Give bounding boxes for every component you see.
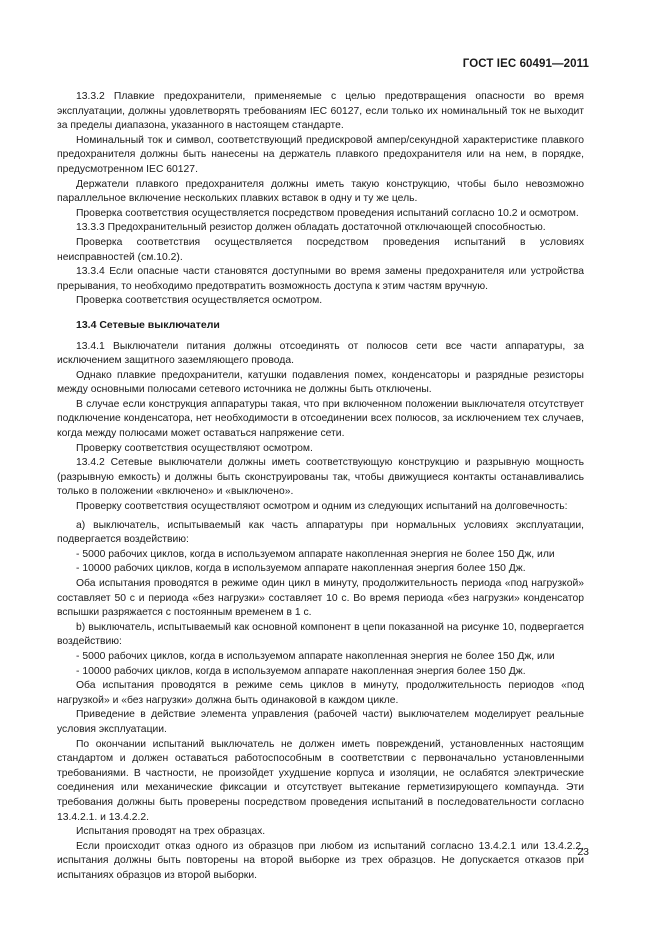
paragraph: Оба испытания проводятся в режиме семь циклов в минуту, продолжительность периодов «под нагрузкой» и «без нагрузки» должна быть одинаковой в каждом цикле. — [57, 680, 584, 706]
paragraph: В случае если конструкция аппаратуры такая, что при включенном положении выключателя отсутствует подключение конденсатора, нет необходимости в отсоединении всех полюсов, за исключением тех случаев, когда между полюсами может оставаться напряжение сети. — [57, 398, 584, 440]
paragraph: Проверка соответствия осуществляется посредством проведения испытаний согласно 10.2 и осмотром. — [76, 207, 579, 219]
paragraph: Номинальный ток и символ, соответствующий предискровой ампер/секундной характеристике плавкого предохранителя должны быть нанесены на держатель плавкого предохранителя или на нем, в порядке, предусмотренном IEC 60127. — [57, 134, 584, 175]
page-number: 23 — [577, 846, 589, 858]
paragraph: Приведение в действие элемента управления (рабочей части) выключателем моделирует реальные условия эксплуатации. — [57, 709, 584, 735]
paragraph: Оба испытания проводятся в режиме один цикл в минуту, продолжительность периода «под нагрузкой» составляет 50 с и периода «без нагрузки» составляет 10 с. Во время периода «без нагрузки» конденсатор вспышки разряжается с постоянным временем в 1 с. — [57, 578, 584, 619]
paragraph-13-3-2: 13.3.2 Плавкие предохранители, применяемые с целью предотвращения опасности во время эксплуатации, должны удовлетворять требованиям IEC 60127, если только их номинальный ток не выходит за пределы диапазона, указанного в настоящем стандарте. — [57, 91, 584, 132]
list-item: - 10000 рабочих циклов, когда в используемом аппарате накопленная энергия более 150 Дж. — [76, 563, 526, 575]
paragraph: Держатели плавкого предохранителя должны иметь такую конструкцию, чтобы было невозможно параллельное включение нескольких плавких вставок в одну и ту же цель. — [57, 178, 584, 205]
paragraph-13-3-4: 13.3.4 Если опасные части становятся доступными во время замены предохранителя или устройства прерывания, то необходимо предотвратить возможность доступа к этим частям вручную. — [57, 266, 584, 292]
list-item: - 10000 рабочих циклов, когда в используемом аппарате накопленная энергия более 150 Дж. — [76, 665, 526, 677]
paragraph-13-3-3: 13.3.3 Предохранительный резистор должен обладать достаточной отключающей способностью. — [76, 222, 546, 234]
document-header: ГОСТ IEC 60491—2011 — [462, 58, 589, 70]
paragraph: Если происходит отказ одного из образцов при любом из испытаний согласно 13.4.2.1 или 13.4.2.2, испытания должны быть повторены на второй выборке из трех образцов. Не допускается отказов при испытаниях образцов из второй выборки. — [57, 840, 584, 881]
page-content — [57, 90, 584, 883]
paragraph-13-4-2: 13.4.2 Сетевые выключатели должны иметь соответствующую конструкцию и разрывную мощность (разрывную емкость) и должны быть сконструированы так, чтобы движущиеся контакты останавливались только в положении «включено» и «выключено». — [57, 457, 584, 498]
list-item: - 5000 рабочих циклов, когда в используемом аппарате накопленная энергия не более 150 Дж, или — [76, 650, 555, 662]
paragraph: Проверку соответствия осуществляют осмотром. — [76, 442, 313, 454]
list-item-a: а) выключатель, испытываемый как часть аппаратуры при нормальных условиях эксплуатации, подвергается воздействию: — [57, 519, 584, 546]
list-item-b: b) выключатель, испытываемый как основной компонент в цепи показанной на рисунке 10, подвергается воздействию: — [57, 621, 584, 648]
paragraph: Испытания проводят на трех образцах. — [76, 826, 266, 838]
paragraph: Проверку соответствия осуществляют осмотром и одним из следующих испытаний на долговечность: — [76, 501, 568, 513]
paragraph: Однако плавкие предохранители, катушки подавления помех, конденсаторы и разрядные резисторы между основными полюсами сетевого источника не должны быть отключены. — [57, 369, 584, 396]
section-heading: 13.4 Сетевые выключатели — [76, 318, 220, 331]
paragraph-13-4-1: 13.4.1 Выключатели питания должны отсоединять от полюсов сети все части аппаратуры, за исключением защитного заземляющего провода. — [57, 340, 584, 367]
list-item: - 5000 рабочих циклов, когда в используемом аппарате накопленная энергия не более 150 Дж, или — [76, 548, 555, 560]
paragraph: Проверка соответствия осуществляется осмотром. — [76, 295, 323, 307]
paragraph: По окончании испытаний выключатель не должен иметь повреждений, установленных настоящим стандартом и должен оставаться работоспособным в соответствии с первоначально установленными требованиями. В частности, не произойдет ухудшение корпуса и изоляции, не ослабятся электрические соединения или механические фиксации и отсутствует вытекание герметизирующего компаунда. Эти требования должны быть проверены посредством проведения испытаний в последовательности согласно 13.4.2.1. и 13.4.2.2. — [57, 738, 584, 823]
paragraph: Проверка соответствия осуществляется посредством проведения испытаний в условиях неисправностей (см.10.2). — [57, 236, 584, 263]
